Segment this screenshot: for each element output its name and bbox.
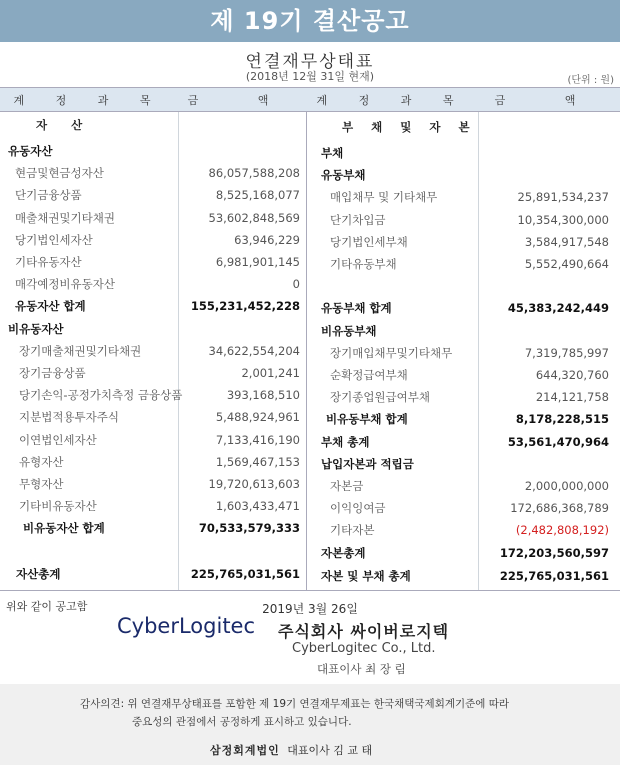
row-label: 납입자본과 적립금 [321,456,414,471]
table-row [306,498,620,518]
audit-opinion-line1: 감사의견: 위 연결재무상태표를 포함한 제 19기 연결재무제표는 한국채택국제회계기준에 따라 [80,698,510,710]
row-label: 유형자산 [19,454,64,469]
table-bottom-rule [0,590,620,591]
total-assets-row [0,564,306,584]
row-amount: 8,178,228,515 [515,412,609,427]
table-row [0,230,306,250]
total-assets-label: 자산총계 [16,567,61,581]
row-amount: 7,133,416,190 [215,432,300,447]
row-label: 기타유동자산 [15,255,82,269]
table-row [0,363,306,383]
table-row [306,454,620,474]
row-label: 기타유동부채 [330,257,397,271]
row-label: 유동자산 합계 [15,299,86,314]
row-amount: 5,488,924,961 [215,410,300,425]
row-amount: 8,525,168,077 [215,188,300,203]
row-label: 유동자산 [8,144,53,158]
row-amount: 86,057,588,208 [208,166,300,181]
table-row [0,163,306,183]
row-label: 장기종업원급여부채 [330,390,430,405]
table-row [306,543,620,563]
row-amount: 172,203,560,597 [499,545,609,560]
cyberlogitec-logo: CyberLogitec [117,614,256,638]
auditor-name: 삼정회계법인 [210,744,280,757]
table-row [306,520,620,540]
row-label: 부채 [321,146,344,160]
row-amount: 34,622,554,204 [208,343,300,358]
row-label: 비유동자산 [8,321,64,336]
row-label: 당기법인세부채 [330,234,408,249]
unit-label: (단위 : 원) [567,75,614,86]
total-liabilities-equity-label: 자본 및 부채 총계 [321,569,411,583]
row-amount: 214,121,758 [535,390,609,405]
table-row [306,476,620,496]
total-liabilities-equity-amount: 225,765,031,561 [499,569,609,583]
table-row [306,298,620,318]
row-label: 비유동자산 합계 [23,521,105,536]
table-row [0,319,306,339]
row-label: 비유동부채 [321,323,377,338]
table-row [0,252,306,272]
table-row [306,365,620,385]
table-row [0,496,306,516]
row-amount: 53,602,848,569 [208,210,300,225]
total-liabilities-equity-row [306,566,620,586]
row-label: 유동부채 합계 [321,301,392,316]
header-right-account: 계 정 과 목 [316,94,468,107]
row-amount: 0 [292,277,300,292]
row-label: 매입채무 및 기타채무 [330,190,438,205]
audit-opinion-line2: 중요성의 관점에서 공정하게 표시하고 있습니다. [132,716,352,728]
table-row [0,407,306,427]
row-amount: 5,552,490,664 [524,257,609,271]
table-row [0,518,306,538]
row-amount: 3,584,917,548 [524,234,609,249]
row-label: 기타비유동자산 [19,499,97,514]
row-amount: 25,891,534,237 [517,190,609,205]
row-amount: 2,001,241 [241,366,300,380]
row-label: 장기매출채권및기타채권 [19,343,142,358]
assets-section-heading: 자 산 [36,118,93,132]
row-amount: 53,561,470,964 [507,434,609,449]
table-row [306,210,620,230]
table-row [0,141,306,161]
table-row [0,185,306,205]
table-row [0,296,306,316]
row-label: 장기매입채무및기타채무 [330,345,453,360]
table-row [306,409,620,429]
row-amount: 155,231,452,228 [190,299,300,314]
row-label: 이연법인세자산 [19,432,97,447]
row-label: 매출채권및기타채권 [15,210,115,225]
table-row [306,165,620,185]
row-amount: 6,981,901,145 [215,255,300,269]
row-label: 유동부채 [321,168,366,183]
row-amount: 1,569,467,153 [215,454,300,469]
row-label: 비유동부채 합계 [326,412,408,427]
header-right-amount: 금 액 [494,94,604,107]
row-label: 기타자본 [330,523,375,538]
row-label: 당기법인세자산 [15,232,93,247]
table-row [306,321,620,341]
notice-text: 위와 같이 공고함 [6,600,88,613]
company-name-ko: 주식회사 싸이버로지텍 [278,622,450,641]
row-amount: 172,686,368,789 [510,501,609,516]
table-row [0,474,306,494]
row-amount: 19,720,613,603 [208,477,300,491]
table-row [306,143,620,163]
row-label: 부채 총계 [321,434,370,449]
notice-date: 2019년 3월 26일 [262,602,358,616]
table-row [0,341,306,361]
statement-title: 연결재무상태표 [245,52,375,72]
table-row [0,430,306,450]
table-row [0,208,306,228]
row-label: 장기금융상품 [19,366,86,380]
row-label: 무형자산 [19,477,64,491]
table-row [306,432,620,452]
table-row [306,276,620,296]
announcement-banner: 제 19기 결산공고 [0,0,620,42]
company-ceo: 대표이사 최 장 림 [317,662,406,676]
row-label: 이익잉여금 [330,501,386,516]
row-amount: 7,319,785,997 [524,345,609,360]
row-amount: 1,603,433,471 [215,499,300,514]
table-header [0,87,620,112]
row-label: 단기차입금 [330,212,386,227]
auditor-ceo: 대표이사 김 교 태 [287,744,373,757]
table-row [306,232,620,252]
table-row [0,274,306,294]
row-label: 현금및현금성자산 [15,166,104,181]
header-left-account: 계 정 과 목 [13,94,165,107]
row-label: 자본총계 [321,545,366,560]
header-left-amount: 금 액 [187,94,297,107]
row-amount: 70,533,579,333 [198,521,300,536]
row-label: 단기금융상품 [15,188,82,203]
table-row [0,452,306,472]
row-amount: (2,482,808,192) [515,523,609,538]
row-label: 매각예정비유동자산 [15,277,115,292]
row-label: 당기손익-공정가치측정 금융상품 [19,388,183,403]
statement-date: (2018년 12월 31일 현재) [245,70,375,83]
table-row [306,187,620,207]
row-label: 순확정급여부채 [330,368,408,382]
row-amount: 644,320,760 [535,368,609,382]
row-amount: 45,383,242,449 [507,301,609,316]
total-assets-amount: 225,765,031,561 [190,567,300,581]
company-name-en: CyberLogitec Co., Ltd. [292,641,436,656]
table-row [0,385,306,405]
table-row [306,387,620,407]
row-label: 지분법적용투자주식 [19,410,119,425]
liabilities-section-heading: 부 채 및 자 본 [342,120,477,134]
row-label: 자본금 [330,479,364,493]
auditor-signature [210,742,372,758]
row-amount: 2,000,000,000 [524,479,609,493]
row-amount: 10,354,300,000 [517,212,609,227]
row-amount: 63,946,229 [234,232,300,247]
table-row [306,343,620,363]
table-row [306,254,620,274]
row-amount: 393,168,510 [226,388,300,403]
